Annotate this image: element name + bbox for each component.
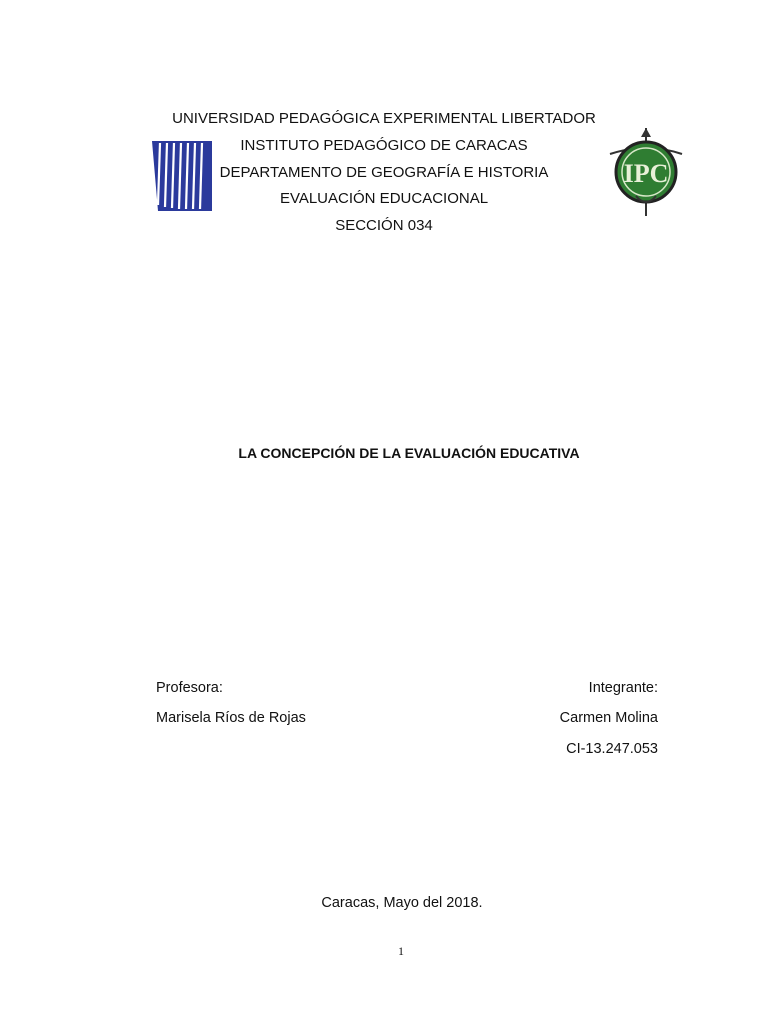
course-name: EVALUACIÓN EDUCACIONAL xyxy=(279,190,489,207)
document-title: LA CONCEPCIÓN DE LA EVALUACIÓN EDUCATIVA xyxy=(238,445,580,461)
professor-label: Profesora: xyxy=(156,680,223,696)
section-name: SECCIÓN 034 xyxy=(335,217,433,234)
university-name: UNIVERSIDAD PEDAGÓGICA EXPERIMENTAL LIBERTADOR xyxy=(172,110,596,127)
ipc-logo-icon xyxy=(606,128,686,216)
department-name: DEPARTAMENTO DE GEOGRAFÍA E HISTORIA xyxy=(219,164,549,181)
page-number: 1 xyxy=(398,944,404,958)
student-id: CI-13.247.053 xyxy=(566,741,658,757)
place-date: Caracas, Mayo del 2018. xyxy=(321,895,483,911)
student-label: Integrante: xyxy=(588,680,658,696)
student-name: Carmen Molina xyxy=(559,710,658,726)
institute-name: INSTITUTO PEDAGÓGICO DE CARACAS xyxy=(240,137,528,154)
professor-name: Marisela Ríos de Rojas xyxy=(156,710,306,726)
ipc-logo-text: IPC xyxy=(623,159,669,188)
